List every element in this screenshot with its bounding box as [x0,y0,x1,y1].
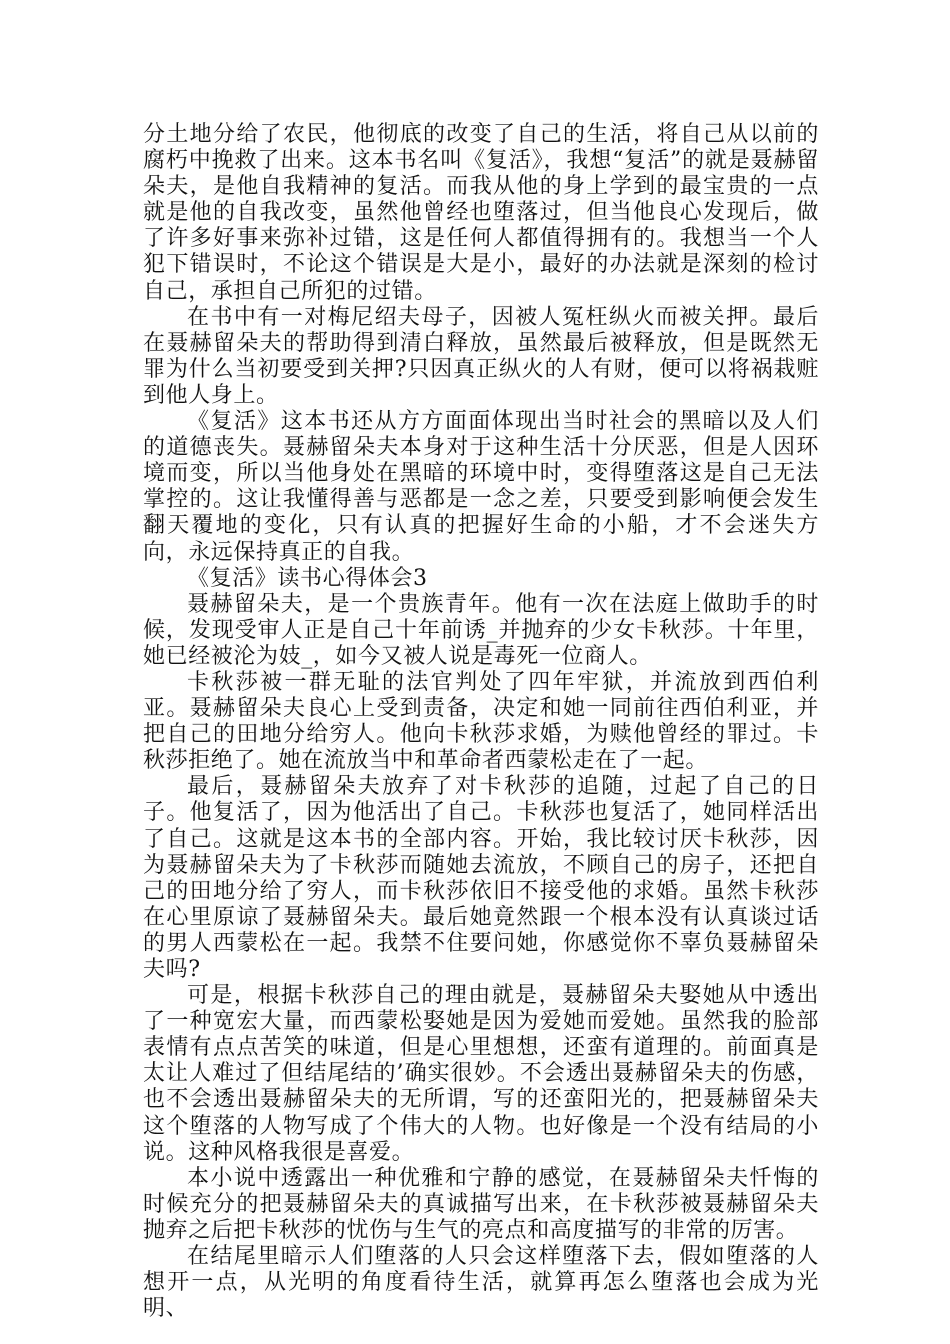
paragraph-4: 聂赫留朵夫，是一个贵族青年。他有一次在法庭上做助手的时候，发现受审人正是自己十年前诱_并抛弃的少女卡秋莎。十年里，她已经被沦为妓_，如今又被人说是毒死一位商人。 [143,591,819,669]
section-heading: 《复活》读书心得体会3 [187,565,428,591]
paragraph-5: 卡秋莎被一群无耻的法官判处了四年牢狱，并流放到西伯利亚。聂赫留朵夫良心上受到责备，决定和她一同前往西伯利亚，并把自己的田地分给穷人。他向卡秋莎求婚，为赎他曾经的罪过。卡秋莎拒绝了。她在流放当中和革命者西蒙松走在了一起。 [143,669,819,774]
paragraph-7: 可是，根据卡秋莎自己的理由就是，聂赫留朵夫娶她从中透出了一种宽宏大量，而西蒙松娶她是因为爱她而爱她。虽然我的脸部表情有点点苦笑的味道，但是心里想想，还蛮有道理的。前面真是太让人难过了但结尾结的’确实很妙。不会透出聂赫留朵夫的伤感，也不会透出聂赫留朵夫的无所谓，写的还蛮阳光的，把聂赫留朵夫这个堕落的人物写成了个伟大的人物。也好像是一个没有结局的小说。这种风格我很是喜爱。 [143,983,819,1165]
paragraph-2: 在书中有一对梅尼绍夫母子，因被人冤枉纵火而被关押。最后在聂赫留朵夫的帮助得到清白释放，虽然最后被释放，但是既然无罪为什么当初要受到关押?只因真正纵火的人有财，便可以将祸栽赃到他人身上。 [143,304,819,408]
paragraph-3: 《复活》这本书还从方方面面体现出当时社会的黑暗以及人们的道德丧失。聂赫留朵夫本身对于这种生活十分厌恶，但是人因环境而变，所以当他身处在黑暗的环境中时，变得堕落这是自己无法掌控的。这让我懂得善与恶都是一念之差，只要受到影响便会发生翻天覆地的变化，只有认真的把握好生命的小船，才不会迷失方向，永远保持真正的自我。 [143,409,819,565]
document-body [143,122,819,1322]
paragraph-6: 最后，聂赫留朵夫放弃了对卡秋莎的追随，过起了自己的日子。他复活了，因为他活出了自己。卡秋莎也复活了，她同样活出了自己。这就是这本书的全部内容。开始，我比较讨厌卡秋莎，因为聂赫留朵夫为了卡秋莎而随她去流放，不顾自己的房子，还把自己的田地分给了穷人，而卡秋莎依旧不接受他的求婚。虽然卡秋莎在心里原谅了聂赫留朵夫。最后她竟然跟一个根本没有认真谈过话的男人西蒙松在一起。我禁不住要问她，你感觉你不辜负聂赫留朵夫吗? [143,774,819,982]
paragraph-8: 本小说中透露出一种优雅和宁静的感觉，在聂赫留朵夫忏悔的时候充分的把聂赫留朵夫的真诚描写出来，在卡秋莎被聂赫留朵夫抛弃之后把卡秋莎的忧伤与生气的亮点和高度描写的非常的厉害。 [143,1165,819,1243]
paragraph-9: 在结尾里暗示人们堕落的人只会这样堕落下去，假如堕落的人想开一点，从光明的角度看待生活，就算再怎么堕落也会成为光明、 [143,1244,819,1322]
paragraph-1: 分土地分给了农民，他彻底的改变了自己的生活，将自己从以前的腐朽中挽救了出来。这本书名叫《复活》，我想“复活”的就是聂赫留朵夫，是他自我精神的复活。而我从他的身上学到的最宝贵的一点就是他的自我改变，虽然他曾经也堕落过，但当他良心发现后，做了许多好事来弥补过错，这是任何人都值得拥有的。我想当一个人犯下错误时，不论这个错误是大是小，最好的办法就是深刻的检讨自己，承担自己所犯的过错。 [143,122,819,304]
